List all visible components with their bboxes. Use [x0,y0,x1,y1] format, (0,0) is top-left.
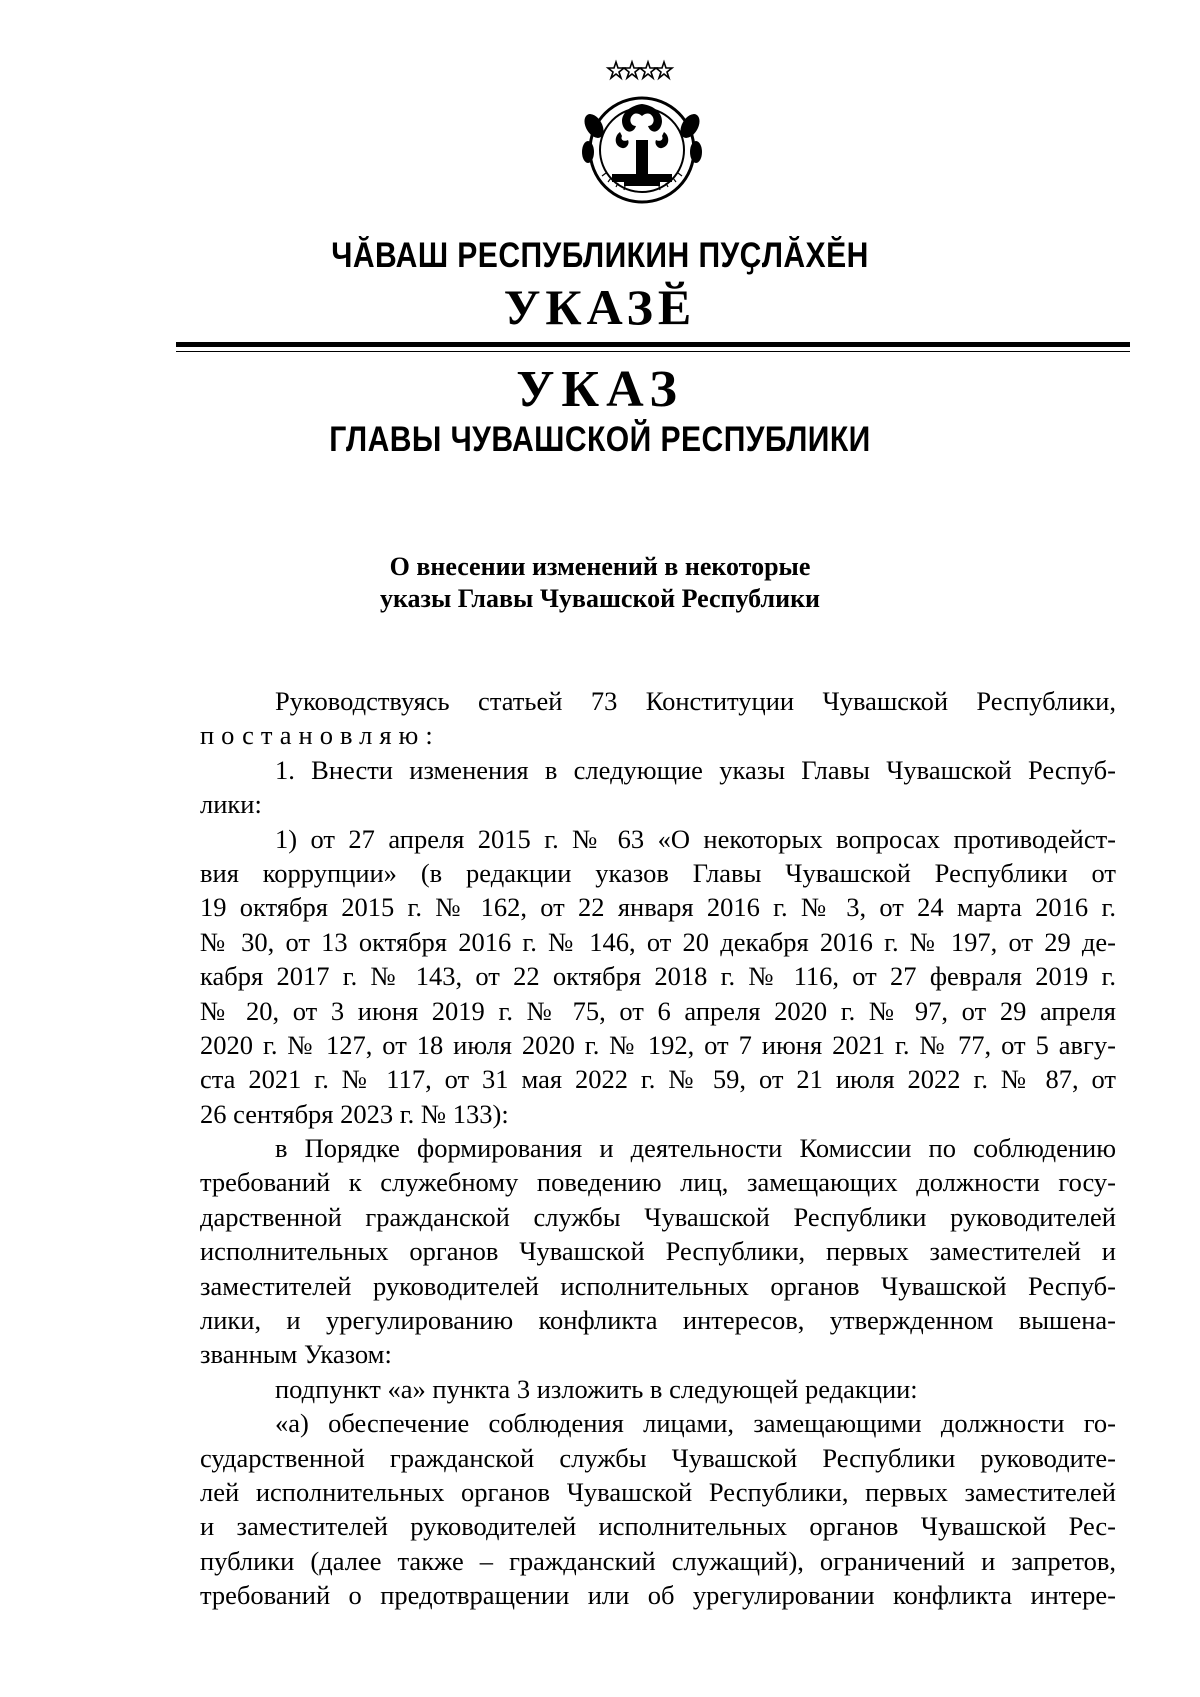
header-divider-thick [176,342,1130,347]
body-line: 19 октября 2015 г. № 162, от 22 января 2016 г. № 3, от 24 марта 2016 г. [200,892,1116,923]
body-line: кабря 2017 г. № 143, от 22 октября 2018 г. № 116, от 27 февраля 2019 г. [200,961,1116,992]
body-line: подпункт «а» пункта 3 изложить в следующей редакции: [275,1373,918,1404]
body-line: 2020 г. № 127, от 18 июля 2020 г. № 192, от 7 июня 2021 г. № 77, от 5 авгу- [200,1029,1116,1060]
header-divider-thin [176,351,1130,352]
body-line: «а) обеспечение соблюдения лицами, замещающими должности го- [275,1408,1116,1439]
body-line: № 30, от 13 октября 2016 г. № 146, от 20 декабря 2016 г. № 197, от 29 де- [200,926,1116,957]
document-title-line-1: О внесении изменений в некоторые [389,552,811,581]
body-line: вия коррупции» (в редакции указов Главы Чувашской Республики от [200,857,1116,888]
document-body [200,684,1116,1613]
body-line: 1. Внести изменения в следующие указы Главы Чувашской Респуб- [275,754,1116,785]
russian-header-line: ГЛАВЫ ЧУВАШСКОЙ РЕСПУБЛИКИ [329,420,871,459]
body-line: и заместителей руководителей исполнительных органов Чувашской Рес- [200,1511,1116,1542]
body-line: сударственной гражданской службы Чувашской Республики руководите- [200,1442,1116,1473]
body-line: 26 сентября 2023 г. № 133): [200,1098,509,1129]
body-line: № 20, от 3 июня 2019 г. № 75, от 6 апреля 2020 г. № 97, от 29 апреля [200,995,1116,1026]
body-line: званным Указом: [200,1339,392,1370]
coat-of-arms-icon [568,56,716,208]
russian-decree-title: УКАЗ [516,361,684,418]
body-line: лики: [200,789,262,820]
body-line: в Порядке формирования и деятельности Комиссии по соблюдению [275,1133,1116,1164]
body-line: требований к служебному поведению лиц, замещающих должности госу- [200,1167,1116,1198]
chuvash-header-line: ЧӐВАШ РЕСПУБЛИКИН ПУҪЛӐХӖН [331,236,869,275]
body-line: 1) от 27 апреля 2015 г. № 63 «О некоторых вопросах противодейст- [275,823,1116,854]
body-line: постановляю: [200,720,440,751]
document-title-line-2: указы Главы Чувашской Республики [379,584,821,613]
body-line: лей исполнительных органов Чувашской Республики, первых заместителей [200,1476,1116,1507]
body-line: требований о предотвращении или об урегулировании конфликта интере- [200,1580,1116,1611]
body-line: лики, и урегулированию конфликта интересов, утвержденном вышена- [200,1305,1116,1336]
body-line: заместителей руководителей исполнительных органов Чувашской Респуб- [200,1270,1116,1301]
body-line: Руководствуясь статьей 73 Конституции Чувашской Республики, [275,686,1116,716]
body-line: публики (далее также – гражданский служащий), ограничений и запретов, [200,1545,1116,1576]
chuvash-decree-title: УКАЗӖ [503,279,697,335]
body-line: ста 2021 г. № 117, от 31 мая 2022 г. № 59, от 21 июля 2022 г. № 87, от [200,1064,1116,1095]
body-line: исполнительных органов Чувашской Республики, первых заместителей и [200,1236,1116,1267]
body-line: дарственной гражданской службы Чувашской Республики руководителей [200,1201,1116,1232]
